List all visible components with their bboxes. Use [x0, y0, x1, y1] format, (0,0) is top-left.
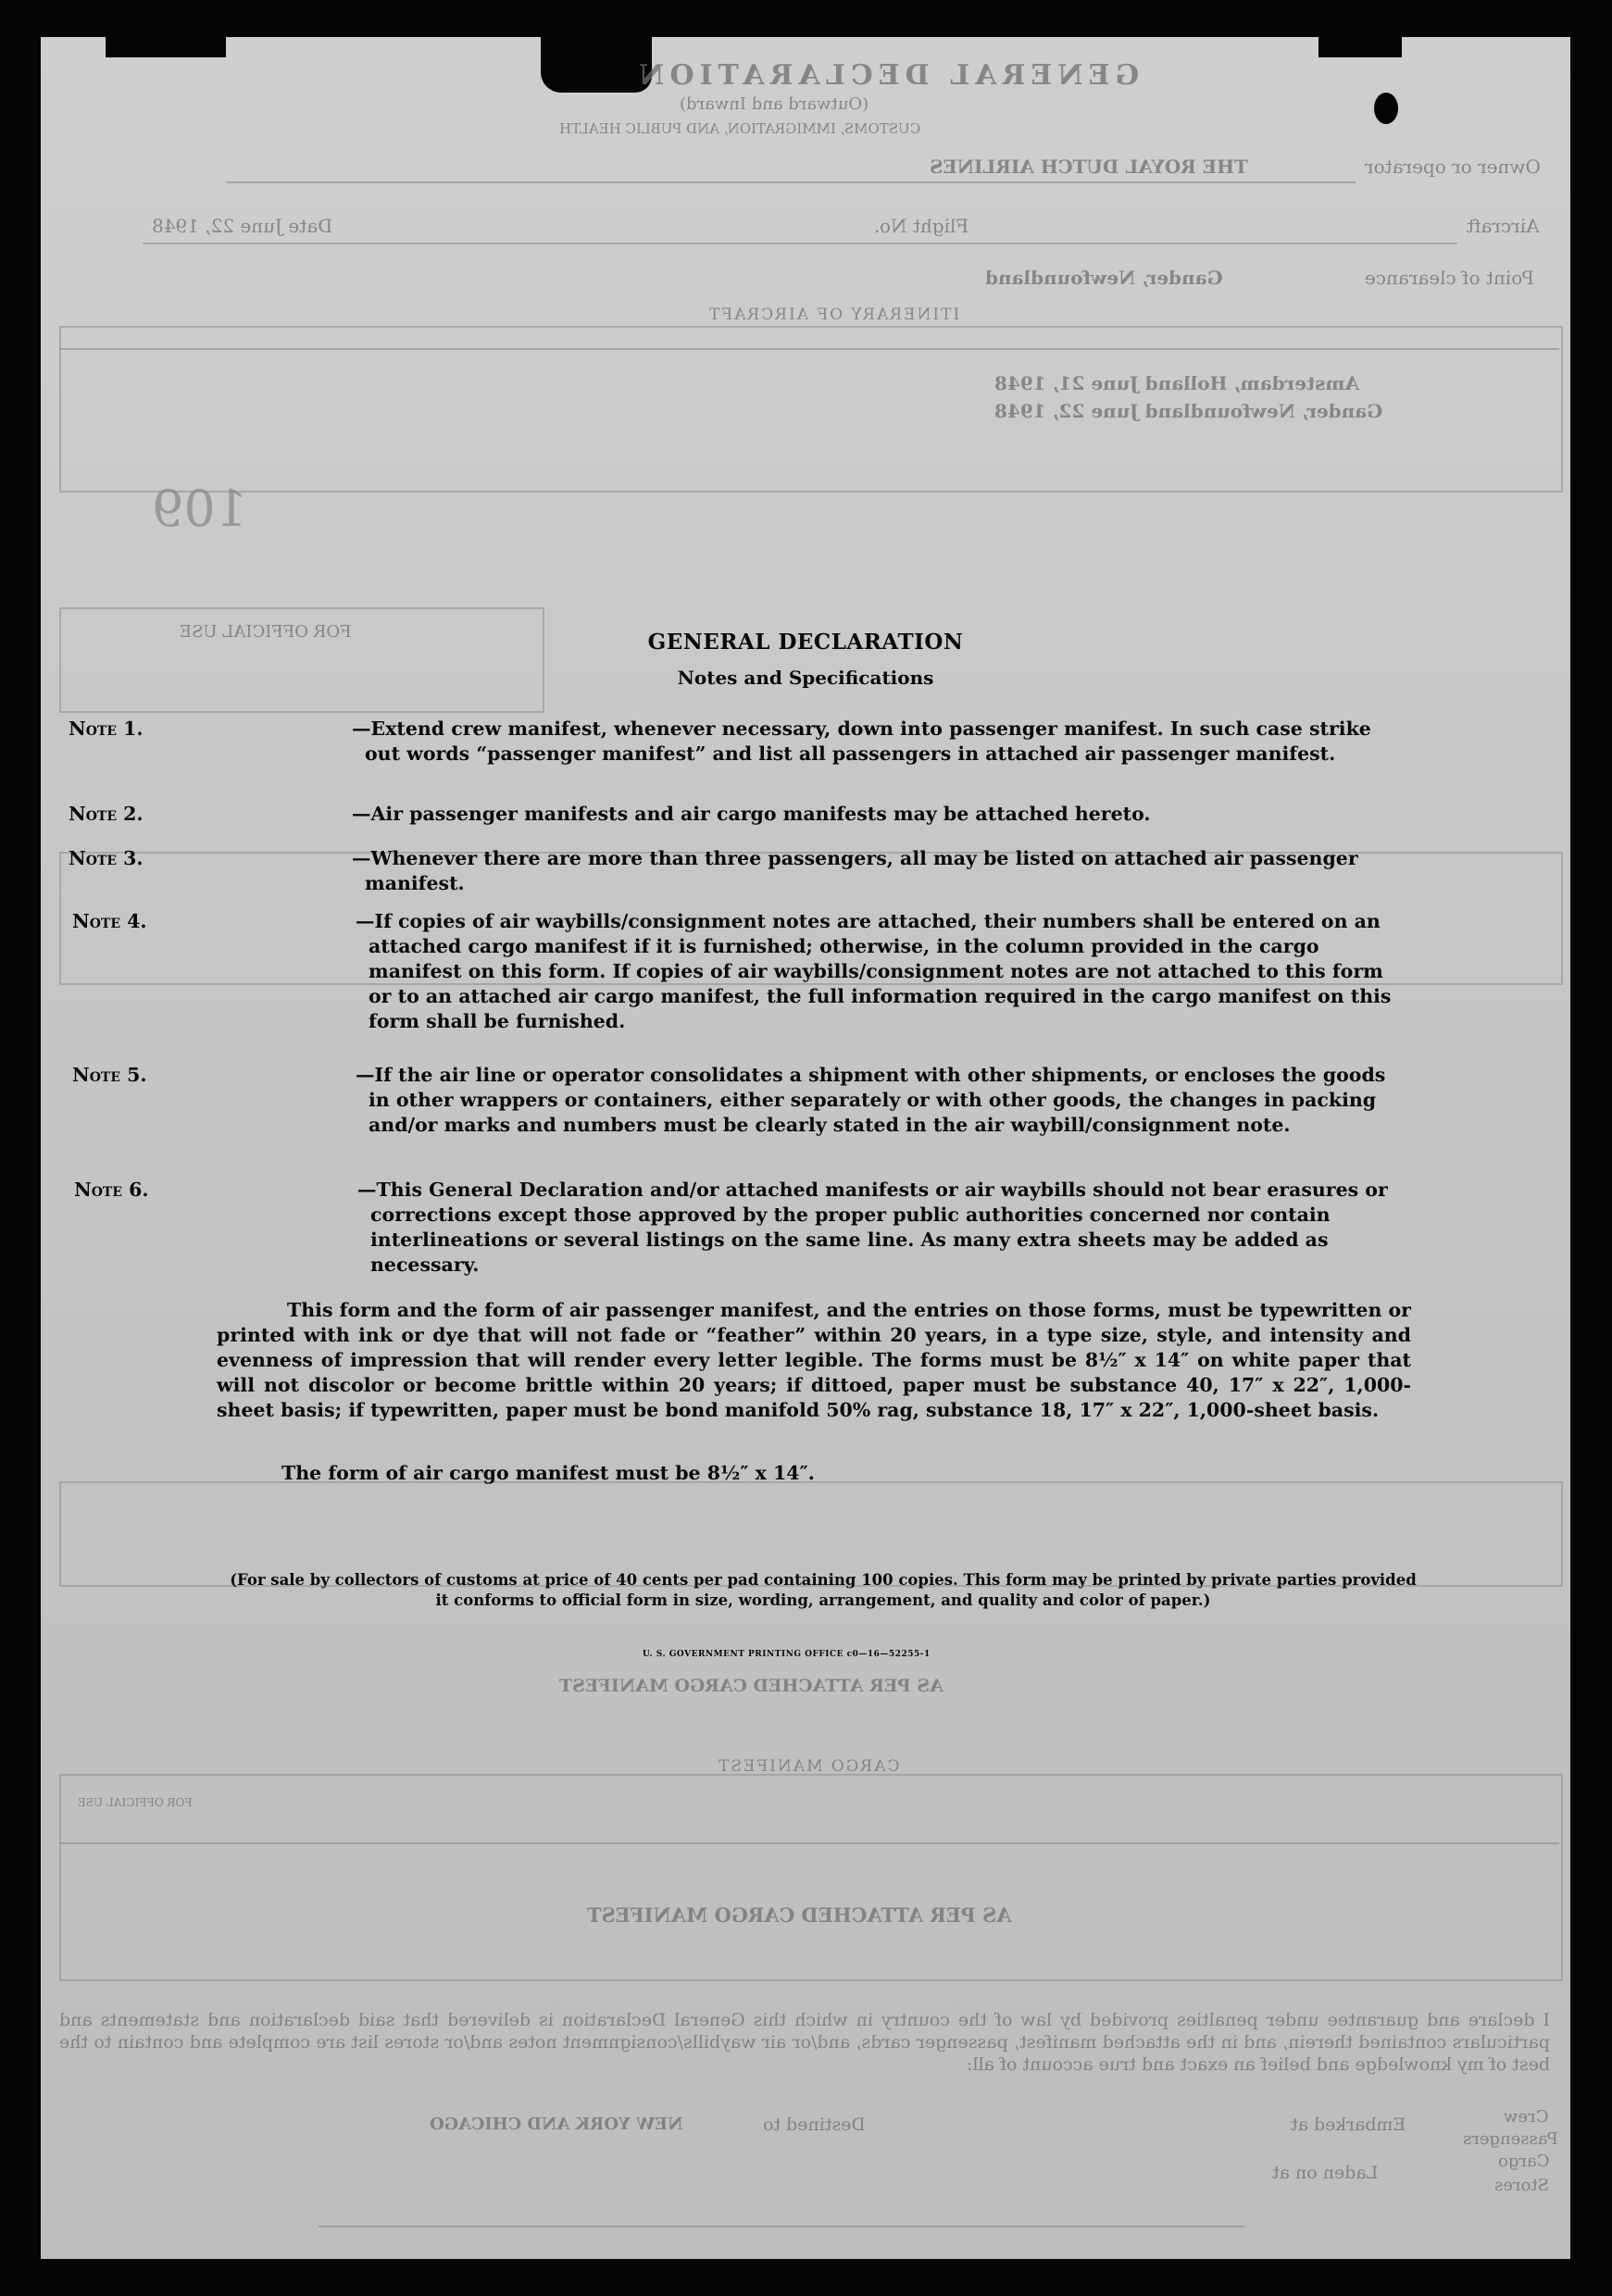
ink-blot [1374, 93, 1398, 124]
printer-imprint: U. S. GOVERNMENT PRINTING OFFICE c0—16—52255-1 [643, 1650, 931, 1659]
ghost-cargo-entry: AS PER ATTACHED CARGO MANIFEST [587, 1903, 1012, 1927]
ghost-flight-label: Flight No. [874, 215, 969, 237]
ghost-itinerary-row-1: Amsterdam, Holland June 21, 1948 [994, 372, 1360, 394]
note-3-text: —Whenever there are more than three passengers, all may be listed on attached air passenger manifest. [352, 847, 1358, 894]
note-6 [74, 1178, 1411, 1278]
ghost-stores-label: Stores [1494, 2176, 1549, 2195]
note-5-label: Note 5. [72, 1064, 147, 1086]
ghost-crew-label: Crew [1504, 2107, 1549, 2127]
ghost-aircraft-rule [143, 243, 1457, 244]
note-6-text: —This General Declaration and/or attached manifests or air waybills should not bear erasures or corrections except those approved by the proper public authorities concerned nor contain interlineations or several listings on the same line. As many extra sheets may be added as necessary. [357, 1179, 1388, 1276]
note-3-label: Note 3. [69, 847, 144, 869]
ghost-for-official-use: FOR OFFICIAL USE [180, 622, 352, 642]
ghost-form-subtitle: (Outward and Inward) [680, 94, 869, 114]
note-5 [72, 1063, 1411, 1138]
ghost-embarked-label: Embarked at [1291, 2115, 1406, 2135]
document-page [41, 37, 1570, 2259]
note-4 [72, 909, 1411, 1034]
ghost-cargo-manifest-label: CARGO MANIFEST [717, 1757, 900, 1776]
note-2-text: —Air passenger manifests and air cargo manifests may be attached hereto. [352, 803, 1151, 825]
ghost-passengers-label: Passengers [1463, 2129, 1558, 2149]
page-subtitle: Notes and Specifications [677, 667, 934, 689]
ghost-attached-manifest-top: AS PER ATTACHED CARGO MANIFEST [559, 1676, 943, 1696]
note-1 [69, 717, 1411, 767]
ghost-form-title: GENERAL DECLARATION [633, 59, 1140, 92]
ghost-cargo-table [59, 1774, 1563, 1981]
note-4-text: —If copies of air waybills/consignment notes are attached, their numbers shall be entered on an attached cargo manifest if it is furnished; otherwise, in the column provided in the cargo manifest on this form. If copies of air waybills/consignment notes are not attached to this form or to an attached air cargo manifest, the full information required in the cargo manifest on this form shall be furnished. [356, 910, 1392, 1032]
cargo-manifest-size-line: The form of air cargo manifest must be 8½″ x 14″. [281, 1462, 815, 1484]
sale-notice: (For sale by collectors of customs at price of 40 cents per pad containing 100 copies. This form may be printed by private parties provided it conforms to official form in size, wording, arrangement, and quality and color of paper.) [230, 1571, 1417, 1609]
ghost-agencies: CUSTOMS, IMMIGRATION, AND PUBLIC HEALTH [559, 120, 921, 137]
note-6-label: Note 6. [74, 1179, 149, 1201]
ghost-laden-label: Laden on at [1272, 2163, 1379, 2183]
ghost-clearance-label: Point of clearance [1365, 267, 1534, 289]
ghost-date-label: Date June 22, 1948 [152, 215, 333, 237]
ghost-itinerary-header-rule [59, 348, 1559, 350]
ghost-owner-value: THE ROYAL DUTCH AIRLINES [930, 156, 1248, 178]
note-5-text: —If the air line or operator consolidates a shipment with other shipments, or encloses the goods in other wrappers or containers, either separately or with other goods, the changes in packing and/or marks and numbers must be clearly stated in the air waybill/consignment note. [356, 1064, 1386, 1136]
page-title: GENERAL DECLARATION [647, 630, 964, 655]
ghost-cargo-col-1: FOR OFFICIAL USE [78, 1796, 193, 1809]
note-1-label: Note 1. [69, 718, 144, 740]
ghost-itinerary-label: ITINERARY OF AIRCRAFT [707, 306, 960, 324]
torn-edge-right [1318, 37, 1402, 57]
note-4-label: Note 4. [72, 910, 147, 932]
form-requirements-paragraph: This form and the form of air passenger manifest, and the entries on those forms, must be typewritten or printed with ink or dye that will not fade or “feather” within 20 years, in a type size, style, and intensity and evenness of impression that will render every letter legible. The forms must be 8½″ x 14″ on white paper that will not discolor or become brittle within 20 years; if dittoed, paper must be substance 40, 17″ x 22″, 1,000-sheet basis; if typewritten, paper must be bond manifold 50% rag, substance 18, 17″ x 22″, 1,000-sheet basis. [217, 1299, 1411, 1421]
ghost-itinerary-row-2: Gander, Newfoundland June 22, 1948 [994, 400, 1383, 422]
note-2-label: Note 2. [69, 803, 144, 825]
ghost-aircraft-label: Aircraft [1467, 215, 1540, 237]
ghost-page-number: 109 [152, 480, 248, 538]
ghost-bottom-rule [319, 2226, 1244, 2227]
note-1-text: —Extend crew manifest, whenever necessary, down into passenger manifest. In such case strike out words “passenger manifest” and list all passengers in attached air passenger manifest. [352, 718, 1371, 765]
ghost-clearance-value: Gander, Newfoundland [985, 267, 1223, 289]
ghost-official-use-box [59, 607, 544, 713]
note-3 [69, 846, 1411, 896]
note-2 [69, 802, 1411, 827]
ghost-cargo-header-rule [59, 1842, 1559, 1844]
torn-edge-left [106, 37, 226, 57]
ghost-cargo-label: Cargo [1498, 2152, 1550, 2171]
ghost-owner-rule [226, 181, 1356, 183]
ghost-destined-label: Destined to [763, 2115, 866, 2135]
ghost-destined-value: NEW YORK AND CHICAGO [430, 2115, 683, 2134]
ghost-declaration-text: I declare and guarantee under penalties provided by law of the country in which this General Declaration is delivered that said declaration and statements and particulars contained therein, and in the attached manifest, passenger cards, and/or air waybills/consignment notes and/or stores list are complete and contain to the best of my knowledge and belief an exact and true account of all: [59, 2010, 1550, 2075]
ghost-owner-label: Owner or operator [1365, 156, 1541, 178]
